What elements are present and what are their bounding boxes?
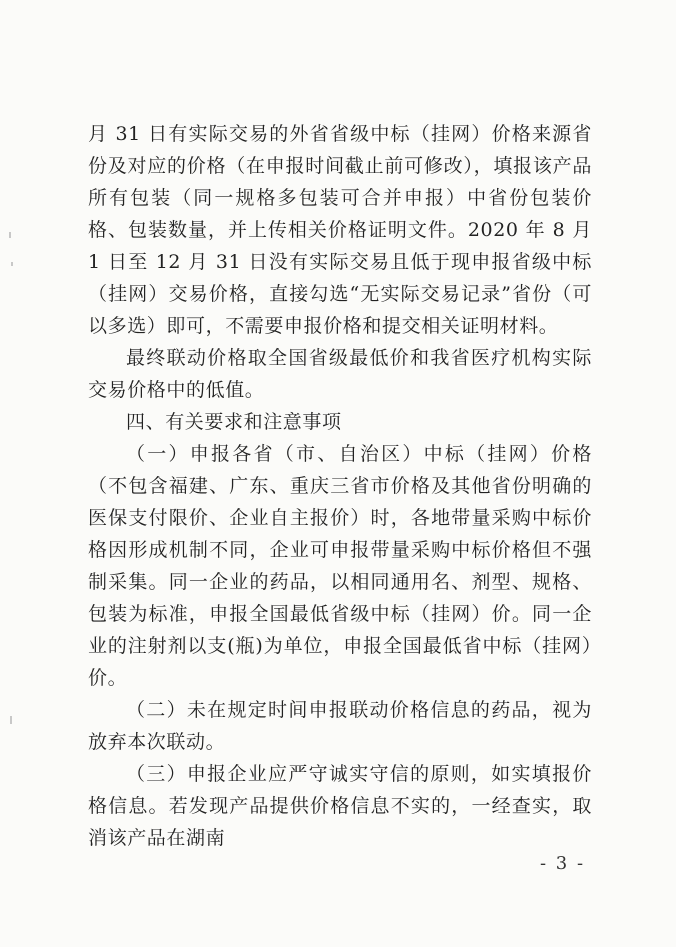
paragraph-final-price: 最终联动价格取全国省级最低价和我省医疗机构实际交易价格中的低值。: [88, 347, 592, 401]
section-heading: 四、有关要求和注意事项: [126, 411, 342, 433]
paragraph-requirement-3: （三）申报企业应严守诚实守信的原则，如实填报价格信息。若发现产品提供价格信息不实的，一经查实，取消该产品在湖南: [88, 763, 592, 849]
scan-mark: [10, 716, 12, 724]
paragraph-price-source: 月 31 日有实际交易的外省省级中标（挂网）价格来源省份及对应的价格（在申报时间截止前可修改），填报该产品所有包装（同一规格多包装可合并申报）中省份包装价格、包装数量，并上传相关价格证明文件。2020 年 8 月 1 日至 12 月 31 日没有实际交易且低于现申报省级中标（挂网）交易价格，直接勾选“无实际交易记录”省份（可以多选）即可，不需要申报价格和提交相关证明材料。: [88, 123, 592, 337]
paragraph-requirement-2: （二）未在规定时间申报联动价格信息的药品，视为放弃本次联动。: [88, 699, 592, 753]
page-number: - 3 -: [540, 853, 586, 874]
document-body: [88, 118, 592, 854]
scan-mark: [11, 262, 13, 266]
paragraph-requirement-1: （一）申报各省（市、自治区）中标（挂网）价格（不包含福建、广东、重庆三省市价格及其他省份明确的医保支付限价、企业自主报价）时，各地带量采购中标价格因形成机制不同，企业可申报带量采购中标价格但不强制采集。同一企业的药品，以相同通用名、剂型、规格、包装为标准，申报全国最低省级中标（挂网）价。同一企业的注射剂以支(瓶)为单位，申报全国最低省中标（挂网）价。: [88, 443, 592, 689]
scan-mark: [9, 232, 11, 238]
